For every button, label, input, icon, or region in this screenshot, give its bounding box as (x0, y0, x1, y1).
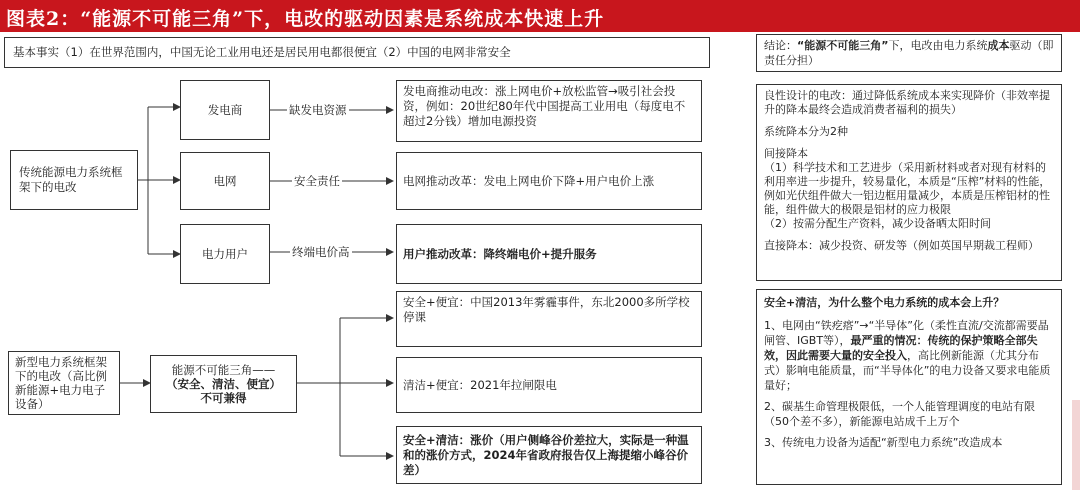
trilemma-outcome-safe-clean-box (396, 426, 702, 484)
design-good-reform: 良性设计的电改：通过降低系统成本来实现降价（非效率提升的降本最终会造成消费者福利的损失） (764, 89, 1050, 116)
edge-label-high-price: 终端电价高 (292, 245, 350, 259)
trilemma-outcome-safe-cheap-text: 安全+便宜：中国2013年雾霾事件，东北2000多所学校停课 (403, 295, 690, 324)
edge-label-lack-resources: 缺发电资源 (289, 103, 347, 117)
design-direct: 直接降本：减少投资、研发等（例如英国早期裁工程师） (764, 239, 1039, 252)
outcome-grid-box (396, 152, 702, 210)
conclusion-suffix: 驱动（即责任分担） (764, 39, 1054, 67)
cost-rise-item1-b: 最严重的情况：传统的保护策略全部失效，因此需要大量的安全投入 (764, 334, 1038, 362)
new-system-text: 新型电力系统框架下的电改（高比例新能源+电力电子设备） (15, 355, 107, 411)
figure-title: 图表2：“能源不可能三角”下，电改的驱动因素是系统成本快速上升 (6, 8, 605, 30)
cost-rise-item1-a: 1、电网由“铁疙瘩”→“半导体”化（柔性直流/交流都需要晶闸管、IGBT等）， (764, 319, 1049, 347)
cost-rise-item1 (764, 318, 1054, 393)
design-indirect-heading: 间接降本 (764, 147, 808, 160)
trilemma-outcome-clean-cheap-box (396, 357, 702, 413)
traditional-system-text: 传统能源电力系统框架下的电改 (19, 165, 123, 194)
conclusion-prefix: 结论： (764, 39, 797, 52)
basic-facts-text: 基本事实（1）在世界范围内，中国无论工业用电还是居民用电都很便宜（2）中国的电网非常安全 (13, 45, 511, 59)
new-system-box (8, 351, 120, 415)
cost-rise-item1-c: ，高比例新能源（尤其分布式）影响电能质量，而“半导体化”的电力设备又要求电能质量好； (764, 349, 1051, 392)
design-two-types: 系统降本分为2种 (764, 125, 848, 138)
conclusion-mid: 下，电改由电力系统 (888, 39, 988, 52)
trilemma-outcome-safe-cheap-box (396, 291, 702, 347)
actor-generator-box (180, 80, 270, 140)
actor-user-box (180, 224, 270, 284)
cost-rise-box (756, 289, 1062, 485)
outcome-grid-text: 电网推动改革：发电上网电价下降+用户电价上涨 (403, 173, 655, 188)
trilemma-line2: （安全、清洁、便宜） (166, 377, 281, 391)
conclusion-bold-trilemma: “能源不可能三角” (797, 39, 889, 52)
cost-rise-item2: 2、碳基生命管理极限低，一个人能管理调度的电站有限（50个差不多），新能源电站成千上万个 (764, 400, 1035, 428)
edge-label-safety-duty: 安全责任 (294, 174, 340, 188)
cost-rise-heading: 安全+清洁，为什么整个电力系统的成本会上升？ (764, 296, 1005, 309)
traditional-system-box (10, 150, 138, 210)
design-indirect-item2: （2）按需分配生产资料，减少设备晒太阳时间 (764, 217, 991, 230)
trilemma-box (150, 355, 297, 413)
actor-generator-label: 发电商 (207, 102, 243, 117)
design-box (756, 84, 1062, 281)
outcome-generator-text: 发电商推动电改：涨上网电价+放松监管→吸引社会投资，例如：20世纪80年代中国提高工业用电（每度电不超过2分钱）增加电源投资 (403, 84, 686, 128)
outcome-generator-box (396, 80, 702, 142)
conclusion-bold-cost: 成本 (987, 39, 1010, 52)
actor-grid-box (180, 152, 270, 210)
conclusion-box (756, 34, 1062, 72)
basic-facts-box (4, 37, 710, 68)
actor-grid-label: 电网 (213, 173, 237, 188)
design-indirect-item1: （1）科学技术和工艺进步（采用新材料或者对现有材料的利用率进一步提升，较易量化，本质是“压榨”材料的性能，例如光伏组件做大一铝边框用量减少，本质是压榨铝材的性能，组件做大的极限是铝材的应力极限 (764, 161, 1051, 216)
trilemma-line3: 不可兼得 (200, 391, 247, 405)
trilemma-outcome-clean-cheap-text: 清洁+便宜：2021年拉闸限电 (403, 377, 557, 392)
outcome-user-text: 用户推动改革：降终端电价+提升服务 (403, 246, 597, 261)
outcome-user-box (396, 224, 702, 284)
edge-decoration (1072, 400, 1080, 490)
trilemma-line1: 能源不可能三角—— (171, 363, 276, 377)
actor-user-label: 电力用户 (202, 246, 248, 261)
trilemma-outcome-safe-clean-text: 安全+清洁：涨价（用户侧峰谷价差拉大，实际是一种温和的涨价方式，2024年省政府报告仅上海提缩小峰谷价差） (403, 432, 689, 477)
cost-rise-item3: 3、传统电力设备为适配“新型电力系统”改造成本 (764, 436, 1003, 449)
